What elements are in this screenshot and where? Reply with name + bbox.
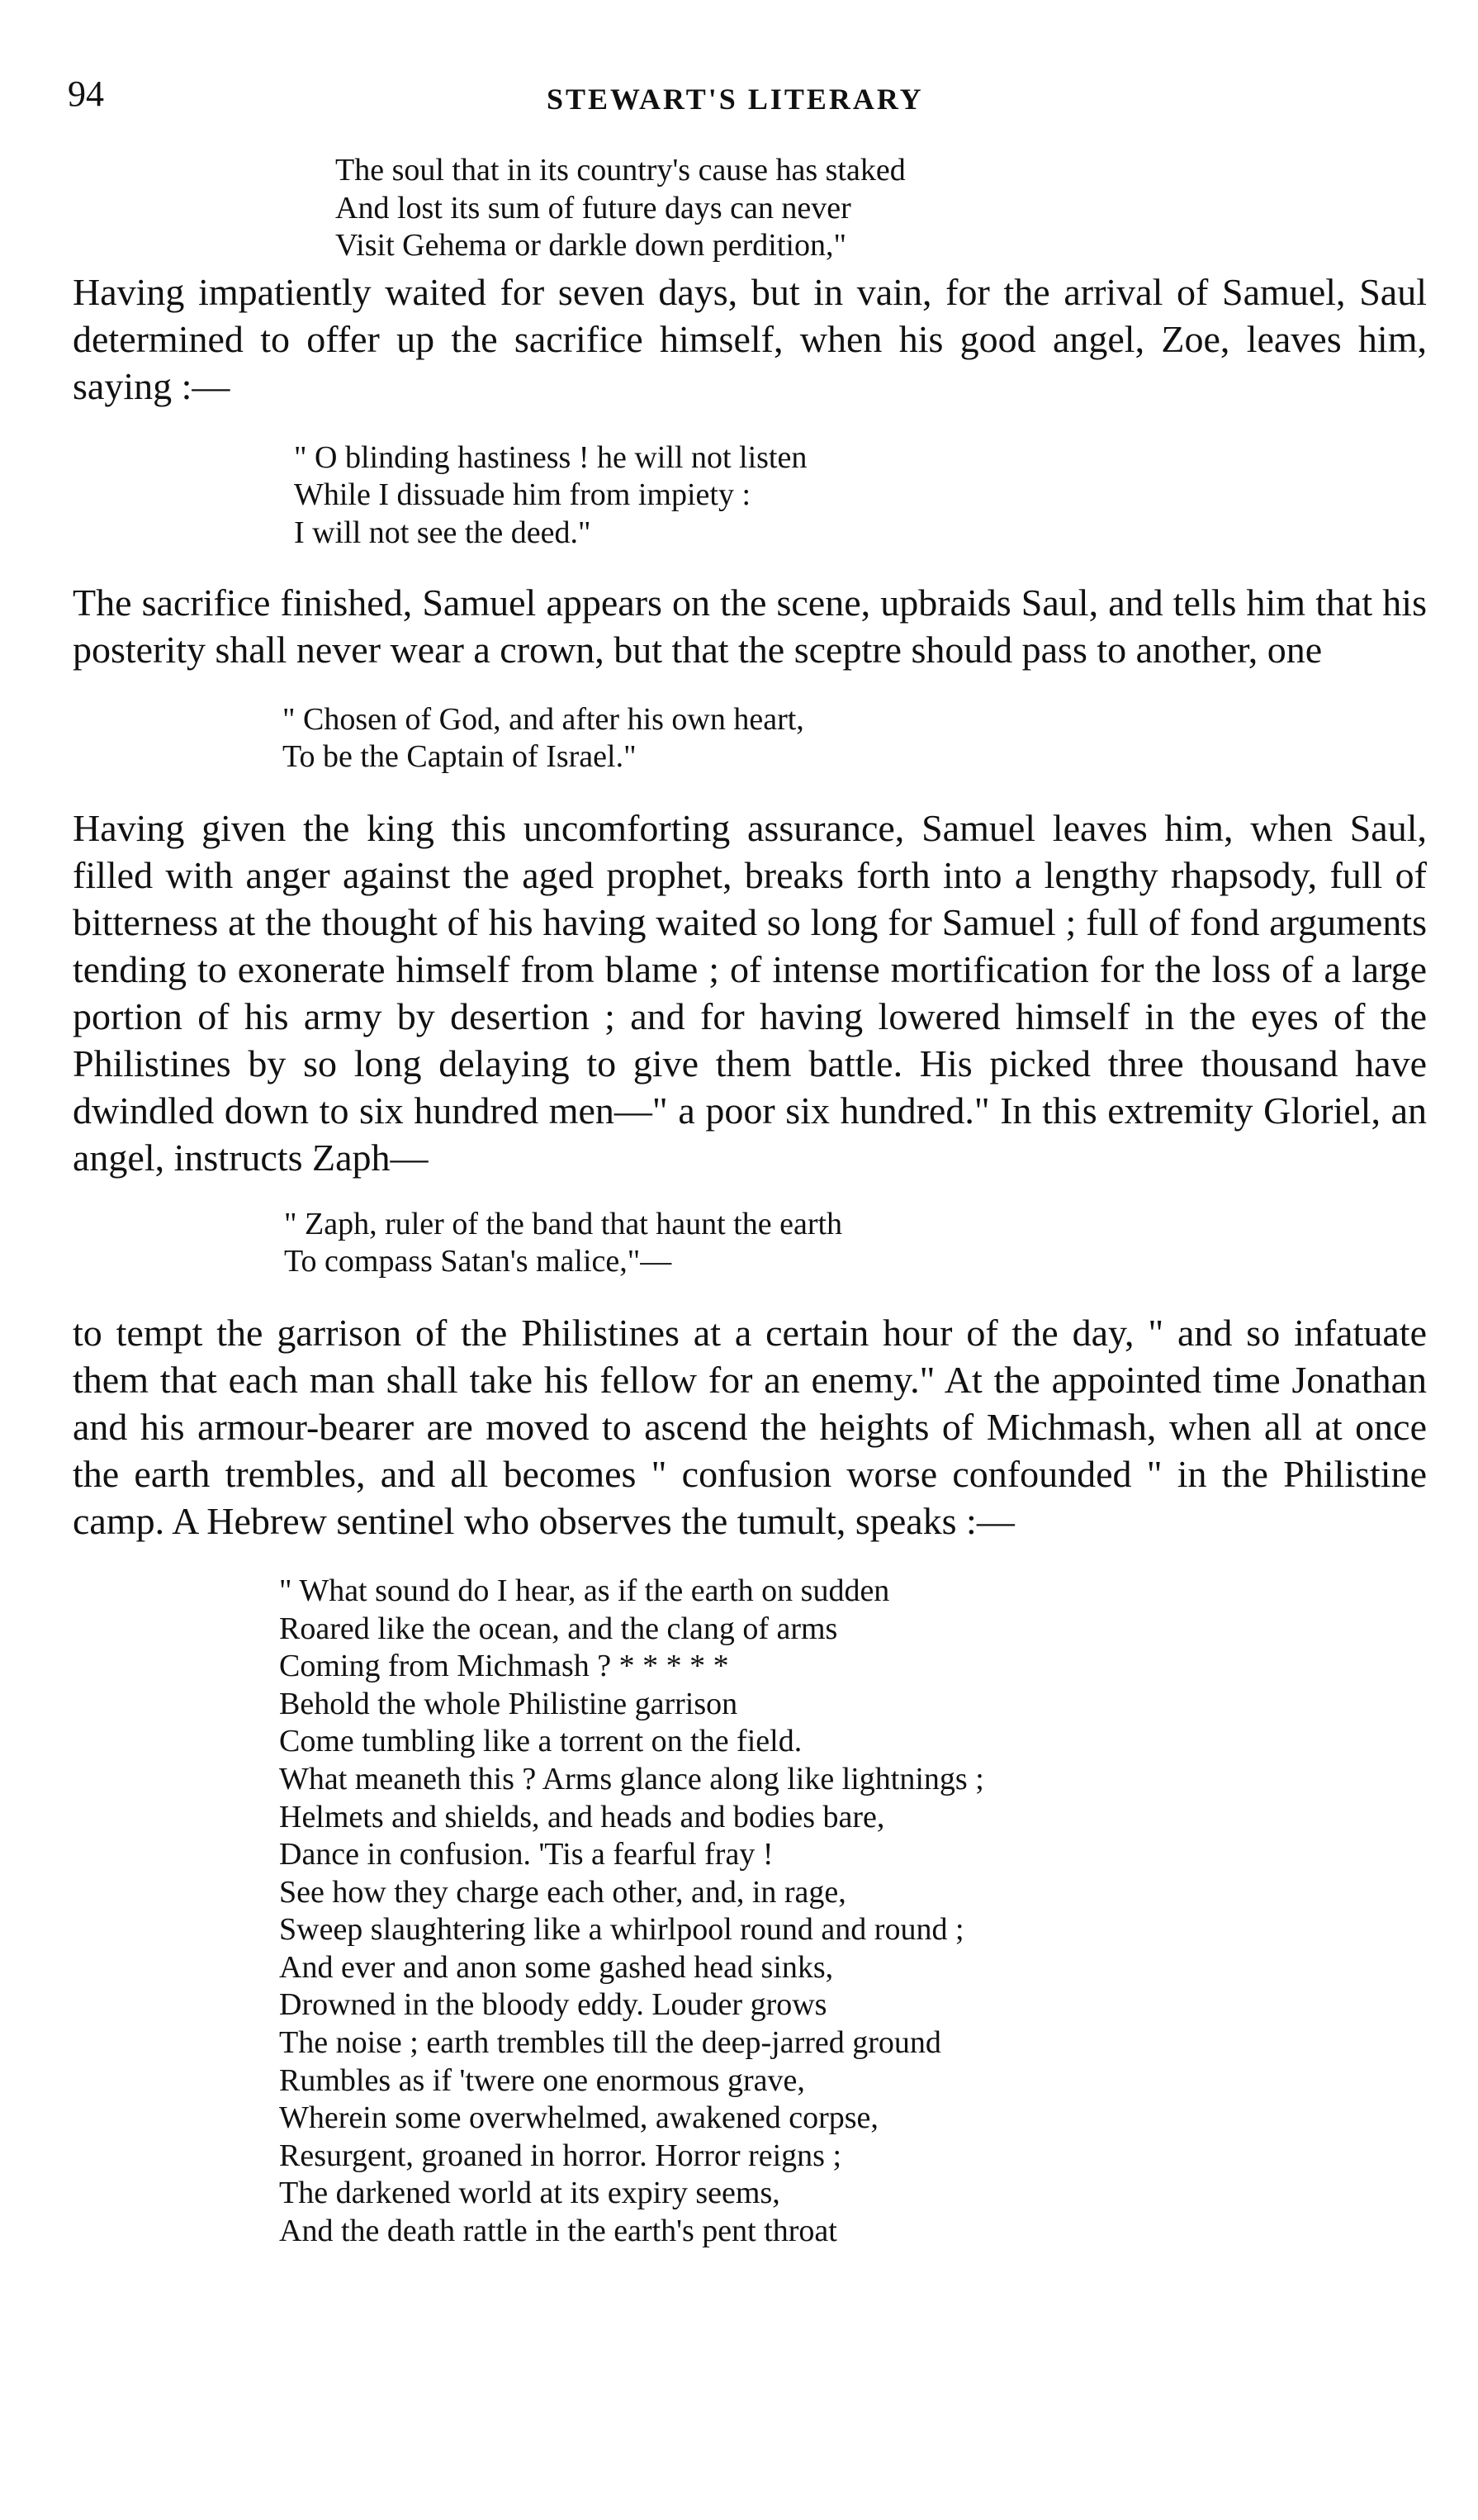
- verse-line: Sweep slaughtering like a whirlpool round and round ;: [279, 1912, 964, 1948]
- running-head: STEWART'S LITERARY: [547, 83, 924, 116]
- verse-quotation-2: [294, 439, 1427, 553]
- verse-line: While I dissuade him from impiety :: [294, 477, 751, 513]
- page-body: [73, 152, 1427, 2251]
- verse-line: And the death rattle in the earth's pent throat: [279, 2214, 837, 2249]
- verse-line: Resurgent, groaned in horror. Horror reigns ;: [279, 2138, 842, 2173]
- verse-quotation-1: [335, 152, 1427, 265]
- verse-line: " O blinding hastiness ! he will not listen: [294, 439, 808, 475]
- verse-quotation-4: [284, 1206, 1427, 1281]
- paragraph-1: Having impatiently waited for seven days, but in vain, for the arrival of Samuel, Saul determined to offer up the sacrifice himself, when his good angel, Zoe, leaves him, saying :—: [73, 270, 1427, 407]
- verse-line: Helmets and shields, and heads and bodies bare,: [279, 1799, 885, 1834]
- verse-line: What meaneth this ? Arms glance along like lightnings ;: [279, 1761, 984, 1796]
- verse-line: Wherein some overwhelmed, awakened corpse,: [279, 2100, 879, 2136]
- verse-line: The soul that in its country's cause has staked: [335, 153, 906, 187]
- verse-line: Roared like the ocean, and the clang of arms: [279, 1611, 838, 1646]
- verse-line: I will not see the deed.": [294, 515, 591, 550]
- page-header: [68, 69, 1422, 119]
- paragraph-4: to tempt the garrison of the Philistines at a certain hour of the day, " and so infatuate them that each man shall take his fellow for an enemy." At the appointed time Jonathan and his armour-bearer are moved to ascend the heights of Michmash, when all at once the earth trembles, and all becomes " confusion worse confounded " in the Philistine camp. A Hebrew sentinel who observes the tumult, speaks :—: [73, 1311, 1427, 1542]
- verse-line: To be the Captain of Israel.": [282, 739, 637, 775]
- verse-line: Visit Gehema or darkle down perdition,": [335, 228, 846, 263]
- verse-line: The noise ; earth trembles till the deep-jarred ground: [279, 2025, 941, 2061]
- page-number: 94: [68, 74, 104, 114]
- verse-line: To compass Satan's malice,"—: [284, 1244, 672, 1279]
- verse-quotation-5: [279, 1573, 1427, 2251]
- verse-line: The darkened world at its expiry seems,: [279, 2176, 780, 2211]
- verse-line: Dance in confusion. 'Tis a fearful fray !: [279, 1837, 774, 1872]
- verse-quotation-3: [282, 701, 1427, 776]
- paragraph-3: Having given the king this uncomforting assurance, Samuel leaves him, when Saul, filled with anger against the aged prophet, breaks forth into a lengthy rhapsody, full of bitterness at the thought of his having waited so long for Samuel ; full of fond arguments tending to exonerate himself from blame ; of intense mortification for the loss of a large portion of his army by desertion ; and for having lowered himself in the eyes of the Philistines by so long delaying to give them battle. His picked three thousand have dwindled down to six hundred men—" a poor six hundred." In this extremity Gloriel, an angel, instructs Zaph—: [73, 806, 1427, 1179]
- verse-line: Rumbles as if 'twere one enormous grave,: [279, 2062, 805, 2098]
- verse-line: Coming from Michmash ? * * * * *: [279, 1649, 729, 1684]
- paragraph-2: The sacrifice finished, Samuel appears on the scene, upbraids Saul, and tells him that his posterity shall never wear a crown, but that the sceptre should pass to another, one: [73, 581, 1427, 671]
- verse-line: Come tumbling like a torrent on the field.: [279, 1724, 803, 1759]
- verse-line: And lost its sum of future days can never: [335, 190, 851, 225]
- verse-line: And ever and anon some gashed head sinks,: [279, 1949, 834, 1985]
- verse-line: See how they charge each other, and, in rage,: [279, 1874, 846, 1910]
- verse-line: " Zaph, ruler of the band that haunt the earth: [284, 1206, 843, 1241]
- verse-line: Drowned in the bloody eddy. Louder grows: [279, 1987, 827, 2023]
- verse-line: " Chosen of God, and after his own heart,: [282, 701, 804, 737]
- verse-line: " What sound do I hear, as if the earth on sudden: [279, 1573, 890, 1608]
- verse-line: Behold the whole Philistine garrison: [279, 1686, 738, 1721]
